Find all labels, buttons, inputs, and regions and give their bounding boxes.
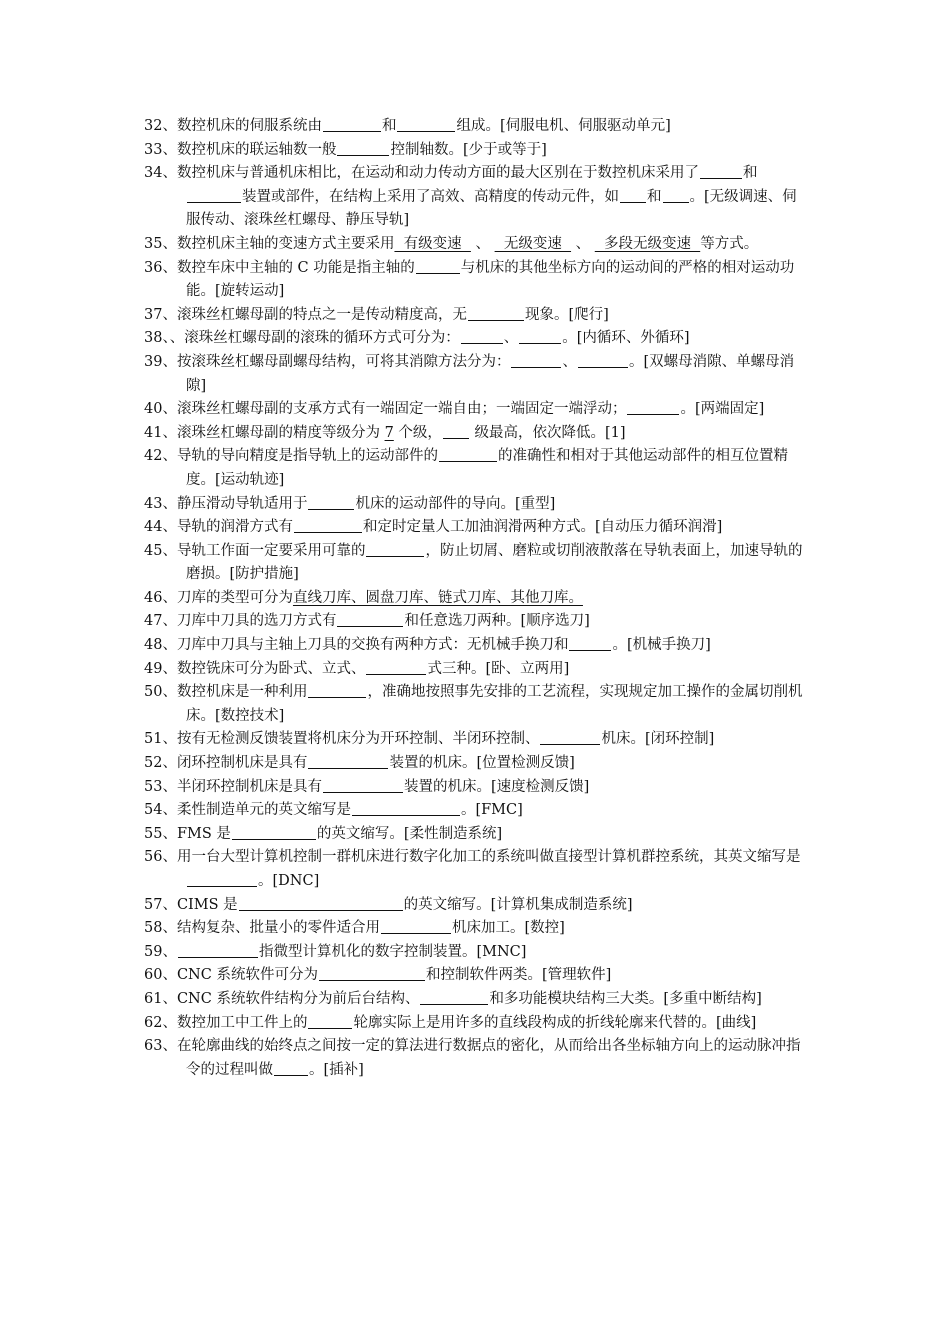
question-34: 34、数控机床与普通机床相比，在运动和动力传动方面的最大区别在于数控机床采用了 和装置或部件，在结构上采用了高效、高精度的传动元件，如 和 。[无级调速、伺服传动、滚珠丝杠螺母、静压导轨] xyxy=(144,165,797,229)
question-text: 式三种。[卧、立两用] xyxy=(427,660,570,677)
question-63: 63、在轮廓曲线的始终点之间按一定的算法进行数据点的密化，从而给出各坐标轴方向上的运动脉冲指令的过程叫做 。[插补] xyxy=(144,1038,801,1078)
question-40: 40、滚珠丝杠螺母副的支承方式有一端固定一端自由；一端固定一端浮动； 。[两端固定] xyxy=(144,401,765,418)
question-number: 46 xyxy=(144,589,163,606)
question-43: 43、静压滑动导轨适用于 机床的运动部件的导向。[重型] xyxy=(144,495,556,512)
separator: 、 xyxy=(571,235,595,252)
question-text: 结构复杂、批量小的零件适合用 xyxy=(176,920,380,937)
question-number: 47 xyxy=(144,613,163,630)
question-text: 个级， xyxy=(393,424,442,441)
question-53: 53、半闭环控制机床是具有 装置的机床。[速度检测反馈] xyxy=(144,778,590,795)
question-number: 40 xyxy=(144,401,163,418)
answer-blank[interactable] xyxy=(366,541,424,557)
question-number: 33 xyxy=(144,141,163,158)
answer-blank[interactable] xyxy=(439,446,497,462)
question-text: 静压滑动导轨适用于 xyxy=(176,495,308,512)
underlined-answer: 无级变速 xyxy=(494,235,572,252)
question-number: 32 xyxy=(144,118,163,134)
answer-blank[interactable] xyxy=(569,635,611,651)
question-text: 装置的机床。[位置检测反馈] xyxy=(389,755,575,772)
question-text: 机床加工。[数控] xyxy=(451,920,565,937)
question-38: 38、、滚珠丝杠螺母副的滚珠的循环方式可分为： 、 。[内循环、外循环] xyxy=(144,330,690,347)
answer-blank[interactable] xyxy=(308,494,354,510)
answer-blank[interactable] xyxy=(620,187,646,203)
question-number: 54 xyxy=(144,802,163,819)
question-number: 58 xyxy=(144,920,163,937)
question-58: 58、结构复杂、批量小的零件适合用 机床加工。[数控] xyxy=(144,920,565,937)
question-text: 刀库中刀具的选刀方式有 xyxy=(176,613,337,630)
question-text: 和任意选刀两种。[顺序选刀] xyxy=(404,613,590,630)
question-number: 49 xyxy=(144,660,163,677)
question-36: 36、数控车床中主轴的 C 功能是指主轴的 与机床的其他坐标方向的运动间的严格的相对运动功能。[旋转运动] xyxy=(144,259,795,300)
question-62: 62、数控加工中工件上的 轮廓实际上是用许多的直线段构成的折线轮廓来代替的。[曲线] xyxy=(144,1014,757,1031)
question-text: 数控机床的联运轴数一般 xyxy=(176,141,337,158)
separator: 、 xyxy=(470,235,495,252)
question-number: 39 xyxy=(144,353,163,370)
answer-blank[interactable] xyxy=(308,682,366,698)
question-number: 59 xyxy=(144,943,163,960)
question-text: CIMS 是 xyxy=(176,896,238,913)
question-47: 47、刀库中刀具的选刀方式有 和任意选刀两种。[顺序选刀] xyxy=(144,613,590,630)
answer-blank[interactable] xyxy=(519,328,561,344)
question-text: 的英文缩写。[柔性制造系统] xyxy=(316,825,503,842)
question-text: 、 xyxy=(562,353,577,370)
answer-blank[interactable] xyxy=(443,423,469,439)
question-number: 43 xyxy=(144,495,163,512)
question-text: 按滚珠丝杠螺母副螺母结构，可将其消隙方法分为： xyxy=(176,353,511,370)
underlined-answer: 直线刀库、圆盘刀库、链式刀库、其他刀库。 xyxy=(292,589,583,606)
question-text: 刀库的类型可分为 xyxy=(176,589,293,606)
answer-blank[interactable] xyxy=(232,824,316,840)
question-number: 45 xyxy=(144,542,163,559)
question-text: 。[双螺母消隙、单螺母消隙] xyxy=(186,353,795,394)
question-39: 39、按滚珠丝杠螺母副螺母结构，可将其消隙方法分为： 、 。[双螺母消隙、单螺母消隙] xyxy=(144,353,795,394)
question-number: 53 xyxy=(144,778,163,795)
question-33: 33、数控机床的联运轴数一般 控制轴数。[少于或等于] xyxy=(144,141,547,158)
underlined-answer: 有级变速 xyxy=(394,235,471,252)
question-text: 等方式。 xyxy=(700,235,759,252)
question-54: 54、柔性制造单元的英文缩写是 。[FMC] xyxy=(144,802,523,819)
question-37: 37、滚珠丝杠螺母副的特点之一是传动精度高，无 现象。[爬行] xyxy=(144,306,609,323)
question-text: 用一台大型计算机控制一群机床进行数字化加工的系统叫做直接型计算机群控系统，其英文缩写是 xyxy=(176,849,801,866)
question-text: 刀库中刀具与主轴上刀具的交换有两种方式：无机械手换刀和 xyxy=(176,637,569,654)
question-text: 。[插补] xyxy=(309,1061,364,1078)
question-number: 62 xyxy=(144,1014,163,1031)
answer-blank[interactable] xyxy=(337,611,403,627)
question-text: FMS 是 xyxy=(176,825,231,842)
question-number: 48 xyxy=(144,637,163,654)
question-number: 56 xyxy=(144,849,163,866)
question-number: 60 xyxy=(144,967,163,984)
question-51: 51、按有无检测反馈装置将机床分为开环控制、半闭环控制、 机床。[闭环控制] xyxy=(144,731,715,748)
answer-blank[interactable] xyxy=(511,352,561,368)
question-text: 导轨的导向精度是指导轨上的运动部件的 xyxy=(176,448,438,465)
question-number: 61 xyxy=(144,990,163,1007)
answer-blank[interactable] xyxy=(420,989,488,1005)
answer-blank[interactable] xyxy=(381,918,451,934)
question-number: 38 xyxy=(144,330,163,347)
question-number: 44 xyxy=(144,519,163,536)
question-text: 滚珠丝杠螺母副的支承方式有一端固定一端自由；一端固定一端浮动； xyxy=(176,401,627,418)
question-61: 61、CNC 系统软件结构分为前后台结构、 和多功能模块结构三大类。[多重中断结构] xyxy=(144,990,762,1007)
question-44: 44、导轨的润滑方式有 和定时定量人工加油润滑两种方式。[自动压力循环润滑] xyxy=(144,519,723,536)
question-text: 机床的运动部件的导向。[重型] xyxy=(355,495,556,512)
question-text: ，防止切屑、磨粒或切削液散落在导轨表面上，加速导轨的磨损。[防护措施] xyxy=(186,542,803,583)
question-text: 和控制软件两类。[管理软件] xyxy=(425,967,612,984)
question-number: 63 xyxy=(144,1038,163,1055)
answer-blank[interactable] xyxy=(187,871,257,887)
question-text: 现象。[爬行] xyxy=(524,306,609,323)
question-text: 。[FMC] xyxy=(460,802,523,819)
answer-blank[interactable] xyxy=(366,659,426,675)
question-49: 49、数控铣床可分为卧式、立式、 式三种。[卧、立两用] xyxy=(144,660,570,677)
question-52: 52、闭环控制机床是具有 装置的机床。[位置检测反馈] xyxy=(144,755,575,772)
document-body xyxy=(144,115,810,1082)
question-text: 按有无检测反馈装置将机床分为开环控制、半闭环控制、 xyxy=(176,731,540,748)
question-text: 。[机械手换刀] xyxy=(612,637,711,654)
question-text: 、滚珠丝杠螺母副的滚珠的循环方式可分为： xyxy=(169,330,460,347)
answer-blank[interactable] xyxy=(468,305,524,321)
answer-blank[interactable] xyxy=(319,965,425,981)
question-text: 指微型计算机化的数字控制装置。[MNC] xyxy=(258,943,527,960)
answer-blank[interactable] xyxy=(352,800,460,816)
question-text: 。[内循环、外循环] xyxy=(562,330,690,347)
underlined-answer: 7 xyxy=(384,424,394,441)
answer-blank[interactable] xyxy=(323,777,403,793)
question-text: 与机床的其他坐标方向的运动间的严格的相对运动功能。[旋转运动] xyxy=(186,259,795,300)
answer-blank[interactable] xyxy=(294,517,362,533)
question-50: 50、数控机床是一种利用 ，准确地按照事先安排的工艺流程，实现规定加工操作的金属切削机床。[数控技术] xyxy=(144,684,803,724)
question-text: 数控加工中工件上的 xyxy=(176,1014,308,1031)
question-45: 45、导轨工作面一定要采用可靠的 ，防止切屑、磨粒或切削液散落在导轨表面上，加速导轨的磨损。[防护措施] xyxy=(144,542,803,583)
question-text: 、 xyxy=(503,330,519,347)
question-text: 和 xyxy=(742,165,758,182)
question-number: 55 xyxy=(144,825,163,842)
question-number: 50 xyxy=(144,684,163,701)
question-text: 。[无级调速、伺服传动、滚珠丝杠螺母、静压导轨] xyxy=(186,188,797,229)
answer-blank[interactable] xyxy=(239,895,403,911)
question-57: 57、CIMS 是 的英文缩写。[计算机集成制造系统] xyxy=(144,896,633,913)
question-59: 59、 指微型计算机化的数字控制装置。[MNC] xyxy=(144,943,527,960)
question-number: 57 xyxy=(144,896,163,913)
question-46: 46、刀库的类型可分为直线刀库、圆盘刀库、链式刀库、其他刀库。 xyxy=(144,589,583,606)
question-number: 41 xyxy=(144,424,163,441)
question-text: 数控机床是一种利用 xyxy=(176,684,308,701)
question-text: 数控铣床可分为卧式、立式、 xyxy=(176,660,366,677)
question-text: 柔性制造单元的英文缩写是 xyxy=(176,802,351,819)
question-text: ，准确地按照事先安排的工艺流程，实现规定加工操作的金属切削机床。[数控技术] xyxy=(186,684,803,724)
underlined-answer: 多段无级变速 xyxy=(594,235,701,252)
answer-blank[interactable] xyxy=(397,116,455,132)
answer-blank[interactable] xyxy=(187,187,241,203)
answer-blank[interactable] xyxy=(663,187,689,203)
question-number: 51 xyxy=(144,731,163,748)
question-32: 32、数控机床的伺服系统由 和 组成。[伺服电机、伺服驱动单元] xyxy=(144,118,671,134)
question-text: 控制轴数。[少于或等于] xyxy=(390,141,547,158)
question-text: 和 xyxy=(647,188,662,205)
answer-blank[interactable] xyxy=(337,140,389,156)
question-text: 半闭环控制机床是具有 xyxy=(176,778,322,795)
question-text: 机床。[闭环控制] xyxy=(601,731,715,748)
question-text: 和多功能模块结构三大类。[多重中断结构] xyxy=(489,990,762,1007)
question-text: 数控机床主轴的变速方式主要采用 xyxy=(176,235,395,252)
question-text: 数控机床的伺服系统由 xyxy=(176,118,322,134)
answer-blank[interactable] xyxy=(416,258,460,274)
question-text: 导轨的润滑方式有 xyxy=(176,519,293,536)
question-text: 和 xyxy=(381,118,397,134)
question-number: 34 xyxy=(144,165,163,182)
answer-blank[interactable] xyxy=(178,942,258,958)
answer-blank[interactable] xyxy=(308,753,388,769)
question-text: 。[DNC] xyxy=(258,873,320,889)
question-number: 35 xyxy=(144,235,163,252)
question-number: 52 xyxy=(144,755,163,772)
question-41: 41、滚珠丝杠螺母副的精度等级分为 7 个级， 级最高，依次降低。[1] xyxy=(144,424,626,441)
question-text: 数控车床中主轴的 C 功能是指主轴的 xyxy=(176,259,415,276)
question-text: CNC 系统软件可分为 xyxy=(176,967,318,984)
question-text: 的准确性和相对于其他运动部件的相互位置精度。[运动轨迹] xyxy=(186,448,788,488)
question-number: 42 xyxy=(144,448,163,465)
question-text: 闭环控制机床是具有 xyxy=(176,755,308,772)
question-text: 滚珠丝杠螺母副的特点之一是传动精度高，无 xyxy=(176,306,467,323)
question-text: 组成。[伺服电机、伺服驱动单元] xyxy=(456,118,671,134)
question-text: 导轨工作面一定要采用可靠的 xyxy=(176,542,366,559)
question-text: CNC 系统软件结构分为前后台结构、 xyxy=(176,990,420,1007)
question-text: 。[两端固定] xyxy=(680,401,765,418)
answer-blank[interactable] xyxy=(578,352,628,368)
question-text: 数控机床与普通机床相比，在运动和动力传动方面的最大区别在于数控机床采用了 xyxy=(176,165,699,182)
question-35: 35、数控机床主轴的变速方式主要采用 有级变速 、 无级变速 、 多段无级变速 等方式。 xyxy=(144,235,759,252)
question-text: 在轮廓曲线的始终点之间按一定的算法进行数据点的密化，从而给出各坐标轴方向上的运动脉冲指令的过程叫做 xyxy=(176,1038,801,1078)
answer-blank[interactable] xyxy=(323,116,381,132)
question-48: 48、刀库中刀具与主轴上刀具的交换有两种方式：无机械手换刀和 。[机械手换刀] xyxy=(144,637,711,654)
question-text: 级最高，依次降低。[1] xyxy=(469,424,626,441)
question-text: 装置的机床。[速度检测反馈] xyxy=(403,778,590,795)
question-55: 55、FMS 是 的英文缩写。[柔性制造系统] xyxy=(144,825,503,842)
question-number: 36 xyxy=(144,259,163,276)
question-number: 37 xyxy=(144,306,163,323)
answer-blank[interactable] xyxy=(627,399,679,415)
question-text: 的英文缩写。[计算机集成制造系统] xyxy=(403,896,633,913)
answer-blank[interactable] xyxy=(540,729,600,745)
question-text: 和定时定量人工加油润滑两种方式。[自动压力循环润滑] xyxy=(362,519,723,536)
question-60: 60、CNC 系统软件可分为 和控制软件两类。[管理软件] xyxy=(144,967,612,984)
question-text: 轮廓实际上是用许多的直线段构成的折线轮廓来代替的。[曲线] xyxy=(353,1014,757,1031)
answer-blank[interactable] xyxy=(700,163,742,179)
question-56: 56、用一台大型计算机控制一群机床进行数字化加工的系统叫做直接型计算机群控系统，其英文缩写是。[DNC] xyxy=(144,849,801,889)
answer-blank[interactable] xyxy=(274,1060,308,1076)
answer-blank[interactable] xyxy=(308,1013,352,1029)
question-text: 滚珠丝杠螺母副的精度等级分为 xyxy=(176,424,385,441)
question-text: 装置或部件，在结构上采用了高效、高精度的传动元件，如 xyxy=(242,188,619,205)
answer-blank[interactable] xyxy=(461,328,503,344)
question-42: 42、导轨的导向精度是指导轨上的运动部件的 的准确性和相对于其他运动部件的相互位置精度。[运动轨迹] xyxy=(144,448,788,488)
